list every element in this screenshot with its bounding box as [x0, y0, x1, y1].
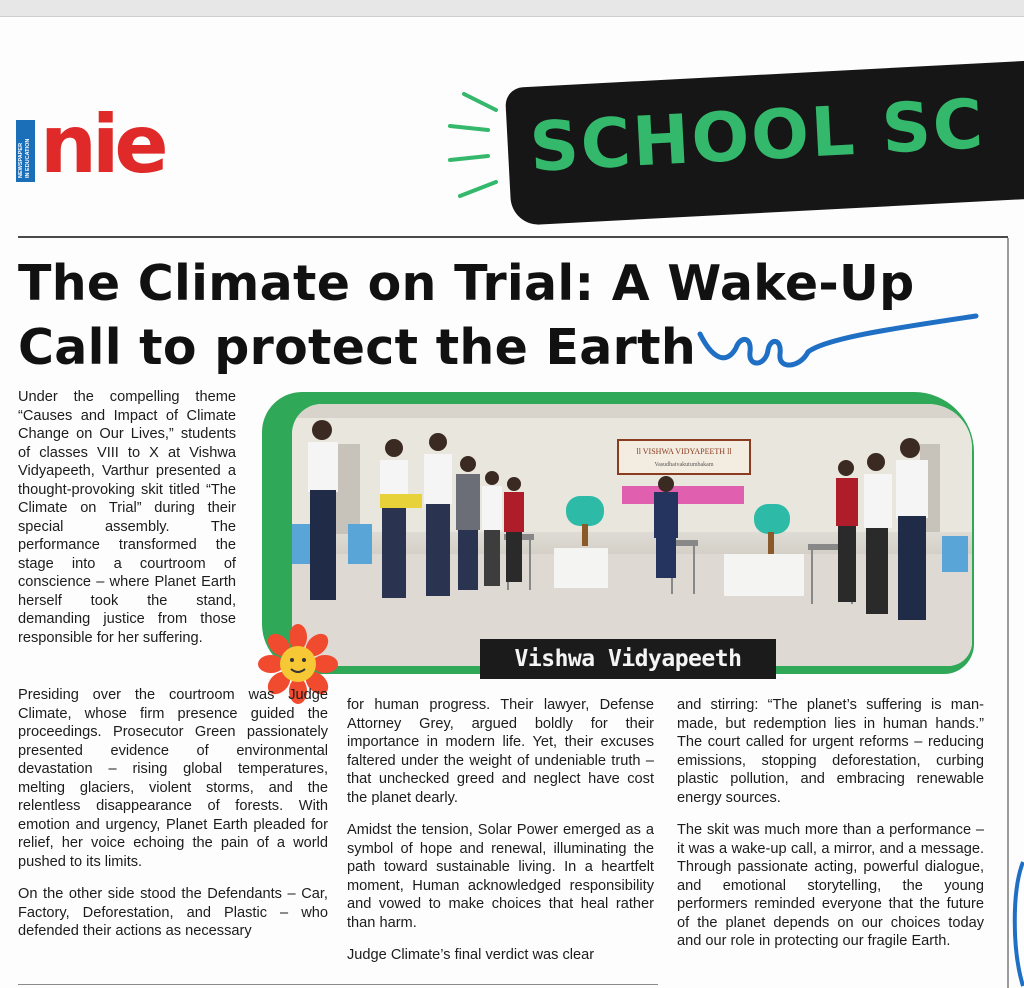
spark-lines-icon — [440, 88, 510, 208]
article-paragraph-3: On the other side stood the Defendants – Car, Factory, Deforestation, and Plastic – who defended their actions as necessary — [18, 886, 328, 939]
nie-side-text-1: NEWSPAPER — [18, 142, 24, 178]
nie-side-text-2: IN EDUCATION — [25, 138, 31, 178]
article-paragraph-4: for human progress. Their lawyer, Defense Attorney Grey, argued boldly for their importance in modern life. Yet, their excuses faltered under the weight of undeniable truth – that unchecked greed and neglect have cost the planet dearly. — [347, 697, 654, 806]
right-column-rule — [1007, 238, 1009, 988]
bottom-rule — [18, 984, 658, 985]
headline: The Climate on Trial: A Wake-Up Call to protect the Earth — [18, 255, 915, 376]
squiggle-decoration — [696, 308, 986, 378]
article-paragraph-5: Amidst the tension, Solar Power emerged as a symbol of hope and renewal, illuminating the path toward sustainable living. In a heartfelt moment, Human acknowledged responsibility and vowed to make choices that heal rather than harm. — [347, 822, 654, 931]
article-column-2 — [347, 696, 654, 979]
header-rule — [18, 236, 1008, 238]
article-column-1 — [18, 686, 328, 955]
article-column-intro — [18, 388, 236, 661]
sign-subtitle: Vasudhaivakutumbakam — [654, 462, 714, 468]
article-paragraph-8: The skit was much more than a performance – it was a wake-up call, a mirror, and a message. Through passionate acting, powerful dialogue, and emotional storytelling, the young performers reminded everyone that the future of the planet depends on our choices today and our role in protecting our fragile Earth. — [677, 822, 984, 949]
section-banner — [505, 60, 1024, 226]
nie-logo-side-tab — [16, 120, 35, 182]
article-paragraph-1: Under the compelling theme “Causes and Impact of Climate Change on Our Lives,” students of classes VIII to X at Vishwa Vidyapeeth, Varthur presented a thought-provoking skit titled “The Climate on Trial” during their special assembly. The performance transformed the stage into a courtroom of conscience – where Planet Earth herself took the stand, demanding justice from those responsible for her suffering. — [18, 389, 236, 646]
article-paragraph-6: Judge Climate’s final verdict was clear — [347, 947, 595, 963]
section-banner-text: SCHOOL SC — [527, 85, 987, 188]
article-column-3 — [677, 696, 984, 965]
top-strip — [0, 0, 1024, 17]
nie-logo: nie — [40, 98, 164, 191]
article-paragraph-7: and stirring: “The planet’s suffering is man-made, but redemption lies in human hands.” The court called for urgent reforms – reducing emissions, stopping deforestation, curbing plastic pollution, and embracing renewable energy sources. — [677, 697, 984, 806]
photo-caption: Vishwa Vidyapeeth — [480, 639, 776, 679]
event-photo — [292, 404, 972, 666]
event-photo-illustration — [292, 404, 972, 666]
edge-arc-decoration — [1010, 860, 1024, 988]
article-paragraph-2: Presiding over the courtroom was Judge Climate, whose firm presence guided the proceedings. Prosecutor Green passionately presented evidence of environmental devastation – rising global temperatures, melting glaciers, violent storms, and the relentless disappearance of forests. With emotion and urgency, Planet Earth pleaded for relief, her voice echoing the pain of a world pushed to its limits. — [18, 687, 328, 870]
sign-title: ll VISHWA VIDYAPEETH ll — [636, 447, 732, 456]
